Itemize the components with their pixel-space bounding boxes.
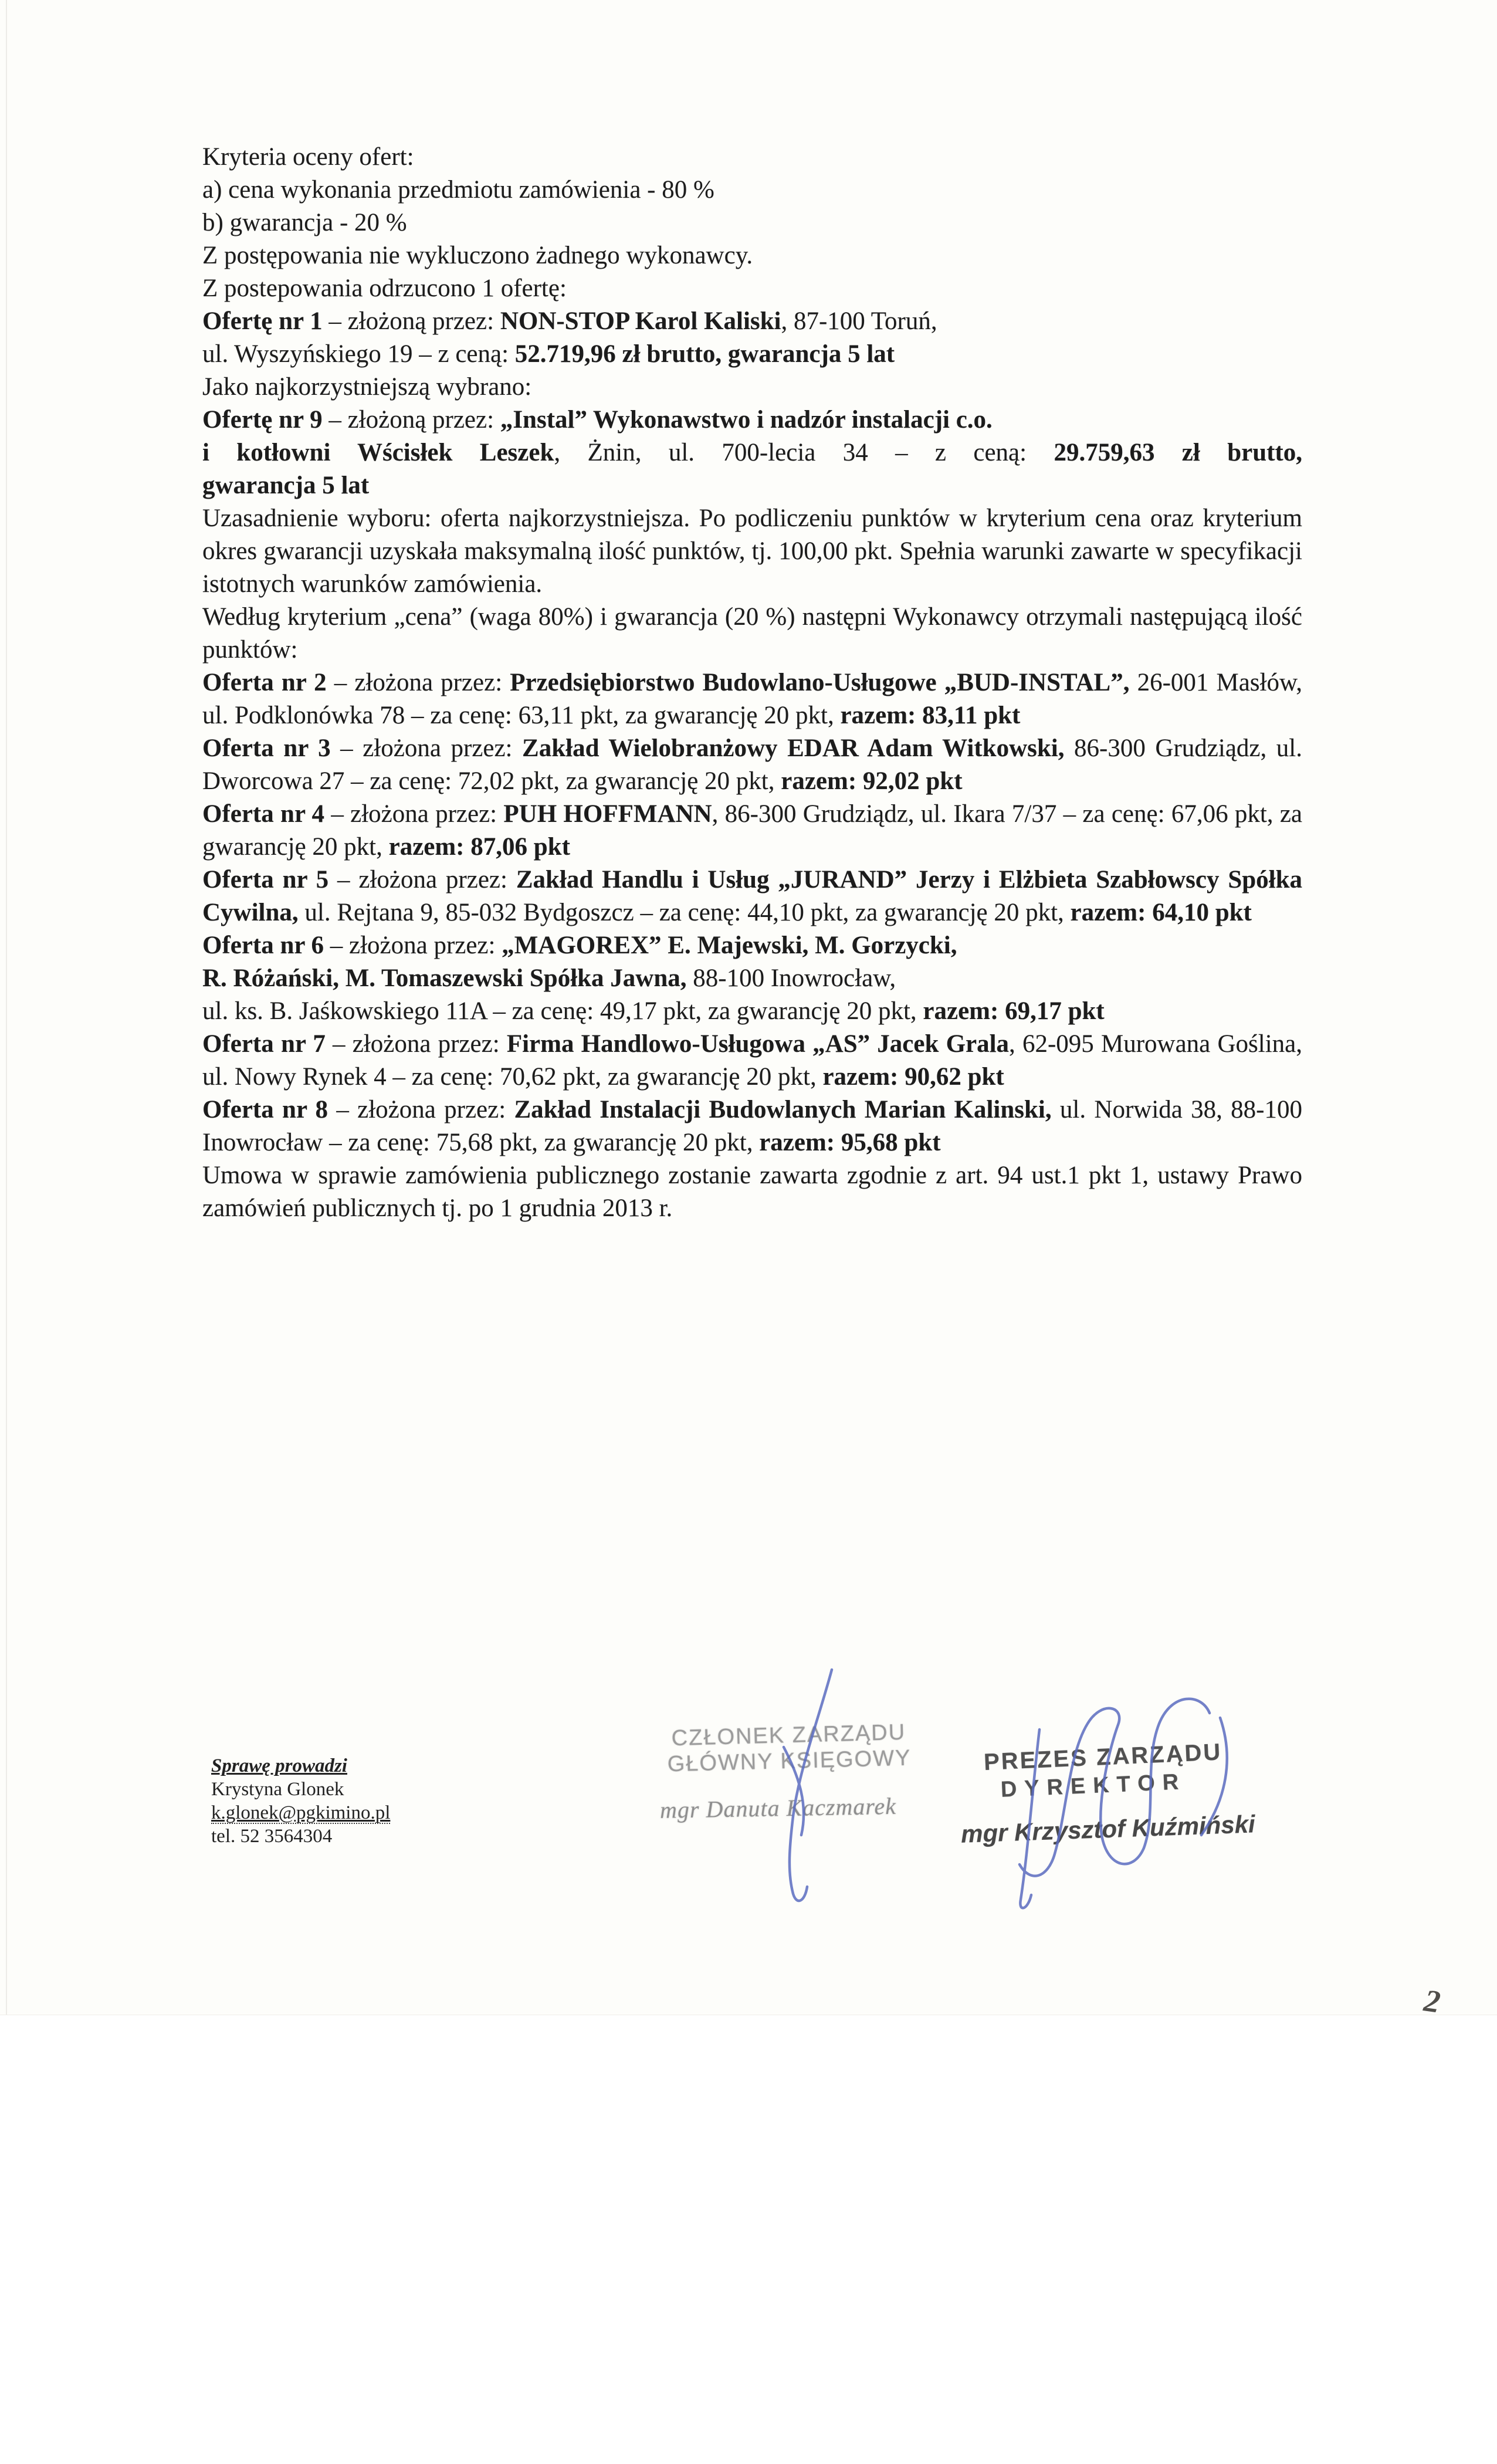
offer6-details: ul. ks. B. Jaśkowskiego 11A – za cenę: 49,17 pkt, za gwarancję 20 pkt, [202,997,923,1025]
paragraph-offer-1 [202,305,1302,338]
paragraph-offer-8 [202,1094,1302,1159]
rejection-note: Z postepowania odrzucono 1 ofertę: [202,275,567,302]
offer3-total: razem: 92,02 pkt [781,767,963,795]
paragraph-offer-1-price [202,338,1302,371]
handwritten-page-number: 2 [1421,1982,1443,2020]
signature-krzysztof-ink [1201,1718,1227,1835]
offer9-price: 29.759,63 zł brutto, [1054,439,1302,466]
paragraph-offer-6 [202,929,1302,1028]
offer3-details: 86-300 Grudziądz, ul. Dworcowa 27 – za cenę: 72,02 pkt, za gwarancję 20 pkt, [202,735,1302,795]
offer1-address: , 87-100 Toruń, [781,307,937,335]
justification-paragraph: Uzasadnienie wyboru: oferta najkorzystniejsza. Po podliczeniu punktów w kryterium cena oraz kryterium okres gwarancji uzyskała maksymalną ilość punktów, tj. 100,00 pkt. Spełnia warunki zawarte w specyfikacji istotnych warunków zamówienia. [202,505,1302,598]
offer4-label: Oferta nr 4 [202,800,325,828]
no-exclusion-note: Z postępowania nie wykluczono żadnego wykonawcy. [202,242,753,269]
offer1-price: 52.719,96 zł brutto, gwarancja 5 lat [514,340,895,368]
offer7-mid: – złożona przez: [325,1030,507,1058]
offer7-total: razem: 90,62 pkt [822,1063,1004,1091]
offer2-total: razem: 83,11 pkt [840,702,1021,729]
offer7-company: Firma Handlowo-Usługowa „AS” Jacek Grala [506,1030,1010,1058]
offer5-details2: gwarancję 20 pkt, [883,899,1071,926]
contact-email: k.glonek@pgkimino.pl [211,1802,391,1823]
paragraph-offer-9-warranty [202,469,1302,502]
offer5-total: razem: 64,10 pkt [1070,899,1252,926]
stamp-board-member-name: mgr Danuta Kaczmarek [659,1792,897,1823]
contact-lead: Sprawę prowadzi [211,1755,347,1776]
offer6-mid: – złożona przez: [323,932,502,959]
offer9-label: Ofertę nr 9 [202,406,323,434]
signature-krzysztof-ink [1020,1729,1039,1908]
offer2-label: Oferta nr 2 [202,669,327,696]
contact-block [211,1754,390,1848]
offer9-company: „Instal” Wykonawstwo i nadzór instalacji c.o. [500,406,993,434]
stamp-president-name: mgr Krzysztof Kuźmiński [960,1810,1256,1848]
offer2-mid: – złożona przez: [326,669,510,696]
signature-danuta-ink [790,1670,832,1901]
offer8-total: razem: 95,68 pkt [759,1129,941,1156]
offer6-company2: R. Różański, M. Tomaszewski Spółka Jawna, [202,964,687,992]
offer1-label: Ofertę nr 1 [202,307,323,335]
offer9-company2: i kotłowni Wścisłek Leszek [202,439,554,466]
offer9-warranty: gwarancja 5 lat [202,472,370,499]
offer3-mid: – złożona przez: [330,735,523,762]
offer1-company: NON-STOP Karol Kaliski [500,307,781,335]
criterion-b: b) gwarancja - 20 % [202,209,407,236]
offer9-mid: – złożoną przez: [322,406,500,434]
offer4-details: , 86-300 Grudziądz, ul. Ikara 7/37 – za cenę: 67,06 pkt, za gwarancję 20 pkt, [202,800,1303,861]
offer6-label: Oferta nr 6 [202,932,324,959]
scoring-intro: Według kryterium „cena” (waga 80%) i gwarancja (20 %) następni Wykonawcy otrzymali następującą ilość punktów: [202,603,1302,664]
paragraph-offer-9 [202,404,1302,436]
offer4-company: PUH HOFFMANN [503,800,712,828]
contract-note: Umowa w sprawie zamówienia publicznego zostanie zawarta zgodnie z art. 94 ust.1 pkt 1, ustawy Prawo zamówień publicznych tj. po 1 grudnia 2013 r. [202,1162,1302,1222]
offer6-total: razem: 69,17 pkt [923,997,1105,1025]
scan-edge-artifact [6,0,7,2015]
offer6-company: „MAGOREX” E. Majewski, M. Gorzycki, [502,932,957,959]
offer2-company: Przedsiębiorstwo Budowlano-Usługowe „BUD-INSTAL”, [510,669,1130,696]
paragraph-offer-4 [202,798,1302,864]
offer3-company: Zakład Wielobranżowy EDAR Adam Witkowski, [522,735,1065,762]
selection-intro: Jako najkorzystniejszą wybrano: [202,373,532,401]
stamp-president-line2: DYREKTOR [1000,1769,1187,1802]
offer5-label: Oferta nr 5 [202,866,329,893]
offer1-price-head: ul. Wyszyńskiego 19 – z ceną: [202,340,515,368]
offer7-details: , 62-095 Murowana Goślina, ul. Nowy Rynek 4 – za cenę: 70,62 pkt, za gwarancję 20 pkt, [202,1030,1302,1091]
offer3-label: Oferta nr 3 [202,735,331,762]
signature-ink-overlay [645,1659,1267,1941]
criteria-title: Kryteria oceny ofert: [202,143,414,171]
offer5-company: Zakład Handlu i Usług „JURAND” Jerzy i Elżbieta Szabłowscy Spółka Cywilna, [202,866,1303,926]
offer2-details: 26-001 Masłów, ul. Podklonówka 78 – za cenę: 63,11 pkt, za gwarancję 20 pkt, [202,669,1302,729]
offer4-total: razem: 87,06 pkt [388,833,570,861]
offer1-mid: – złożoną przez: [322,307,500,335]
criterion-a: a) cena wykonania przedmiotu zamówienia - 80 % [202,176,714,204]
paragraph-offer-5 [202,864,1302,929]
offer5-details: ul. Rejtana 9, 85-032 Bydgoszcz – za cenę: 44,10 pkt, za [298,899,884,926]
document-body [202,141,1302,1225]
paragraph-offer-2 [202,666,1302,732]
offer4-mid: – złożona przez: [324,800,504,828]
offer8-label: Oferta nr 8 [202,1096,328,1123]
paragraph-offer-9-price [202,436,1302,469]
stamp-president-line1: PREZES ZARZĄDU [983,1739,1223,1776]
offer8-details: ul. Norwida 38, 88-100 Inowrocław – za cenę: 75,68 pkt, za gwarancję 20 pkt, [202,1096,1303,1156]
contact-phone: tel. 52 3564304 [211,1826,333,1847]
offer7-label: Oferta nr 7 [202,1030,326,1058]
contact-name: Krystyna Glonek [211,1779,344,1800]
offer8-company: Zakład Instalacji Budowlanych Marian Kalinski, [514,1096,1052,1123]
offer8-mid: – złożona przez: [328,1096,514,1123]
offer5-mid: – złożona przez: [328,866,516,893]
stamp-board-member-line2: GŁÓWNY KSIĘGOWY [667,1745,912,1777]
stamp-board-member-line1: CZŁONEK ZARZĄDU [671,1720,906,1751]
paragraph-offer-3 [202,732,1302,798]
signature-krzysztof-ink [1020,1699,1210,1876]
offer9-price-mid: , Żnin, ul. 700-lecia 34 – z ceną: [554,439,1054,466]
offer6-location: 88-100 Inowrocław, [686,964,896,992]
paragraph-offer-7 [202,1028,1302,1094]
